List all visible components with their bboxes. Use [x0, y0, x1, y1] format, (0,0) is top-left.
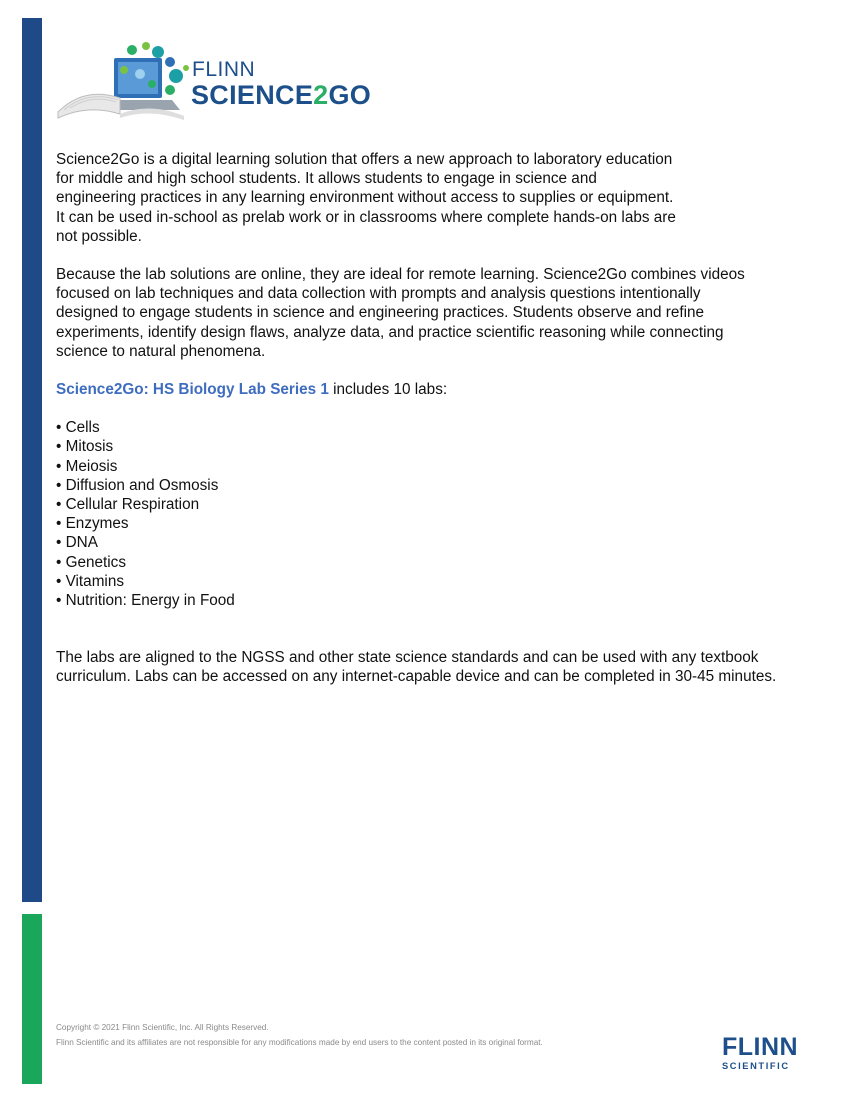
science2go-logo	[54, 40, 384, 124]
left-accent-bar-blue	[22, 18, 42, 902]
logo-science2go-text	[191, 80, 371, 111]
flinn-scientific-logo	[722, 1035, 812, 1071]
series-statement	[56, 380, 806, 399]
footer	[56, 1020, 543, 1050]
list-item: • Meiosis	[56, 457, 118, 475]
list-item: • DNA	[56, 534, 98, 552]
logo-flinn-text: FLINN	[192, 58, 256, 81]
list-item: • Enzymes	[56, 515, 129, 533]
series-link[interactable]: Science2Go: HS Biology Lab Series 1	[56, 381, 329, 399]
list-item: • Genetics	[56, 553, 126, 571]
footer-disclaimer: Flinn Scientific and its affiliates are not responsible for any modifications made by end users to the content posted in its original format.	[56, 1038, 543, 1047]
labs-list	[56, 418, 806, 610]
footer-logo-flinn: FLINN	[722, 1033, 799, 1061]
footer-logo-scientific: SCIENTIFIC	[722, 1061, 790, 1071]
footer-copyright: Copyright © 2021 Flinn Scientific, Inc. All Rights Reserved.	[56, 1023, 269, 1032]
logo-go-text: GO	[328, 80, 372, 110]
remote-learning-paragraph: Because the lab solutions are online, they are ideal for remote learning. Science2Go combines videos focused on lab techniques and data collection with prompts and analysis questions intentionally designed to engage students in science and engineering practices. Students observe and refine experiments, identify design flaws, analyze data, and practice scientific reasoning while connecting science to natural phenomena.	[56, 266, 745, 360]
document-body	[56, 150, 806, 687]
series-suffix: includes 10 labs:	[328, 381, 448, 399]
open-book-laptop-icon	[54, 40, 194, 124]
closing-paragraph: The labs are aligned to the NGSS and other state science standards and can be used with any textbook curriculum. Labs can be accessed on any internet-capable device and can be completed in 30-45 minutes.	[56, 649, 777, 686]
list-item: • Cells	[56, 419, 100, 437]
list-item: • Nutrition: Energy in Food	[56, 592, 235, 610]
left-accent-bar-green	[22, 914, 42, 1084]
logo-science-text: SCIENCE	[191, 80, 314, 110]
intro-paragraph: Science2Go is a digital learning solution that offers a new approach to laboratory education for middle and high school students. It allows students to engage in science and engineering practices in any learning environment without access to supplies or equipment. It can be used in-school as prelab work or in classrooms where complete hands-on labs are not possible.	[56, 151, 676, 245]
list-item: • Cellular Respiration	[56, 496, 200, 514]
list-item: • Mitosis	[56, 438, 114, 456]
list-item: • Diffusion and Osmosis	[56, 476, 219, 494]
logo-two-text: 2	[313, 80, 329, 110]
list-item: • Vitamins	[56, 572, 124, 590]
